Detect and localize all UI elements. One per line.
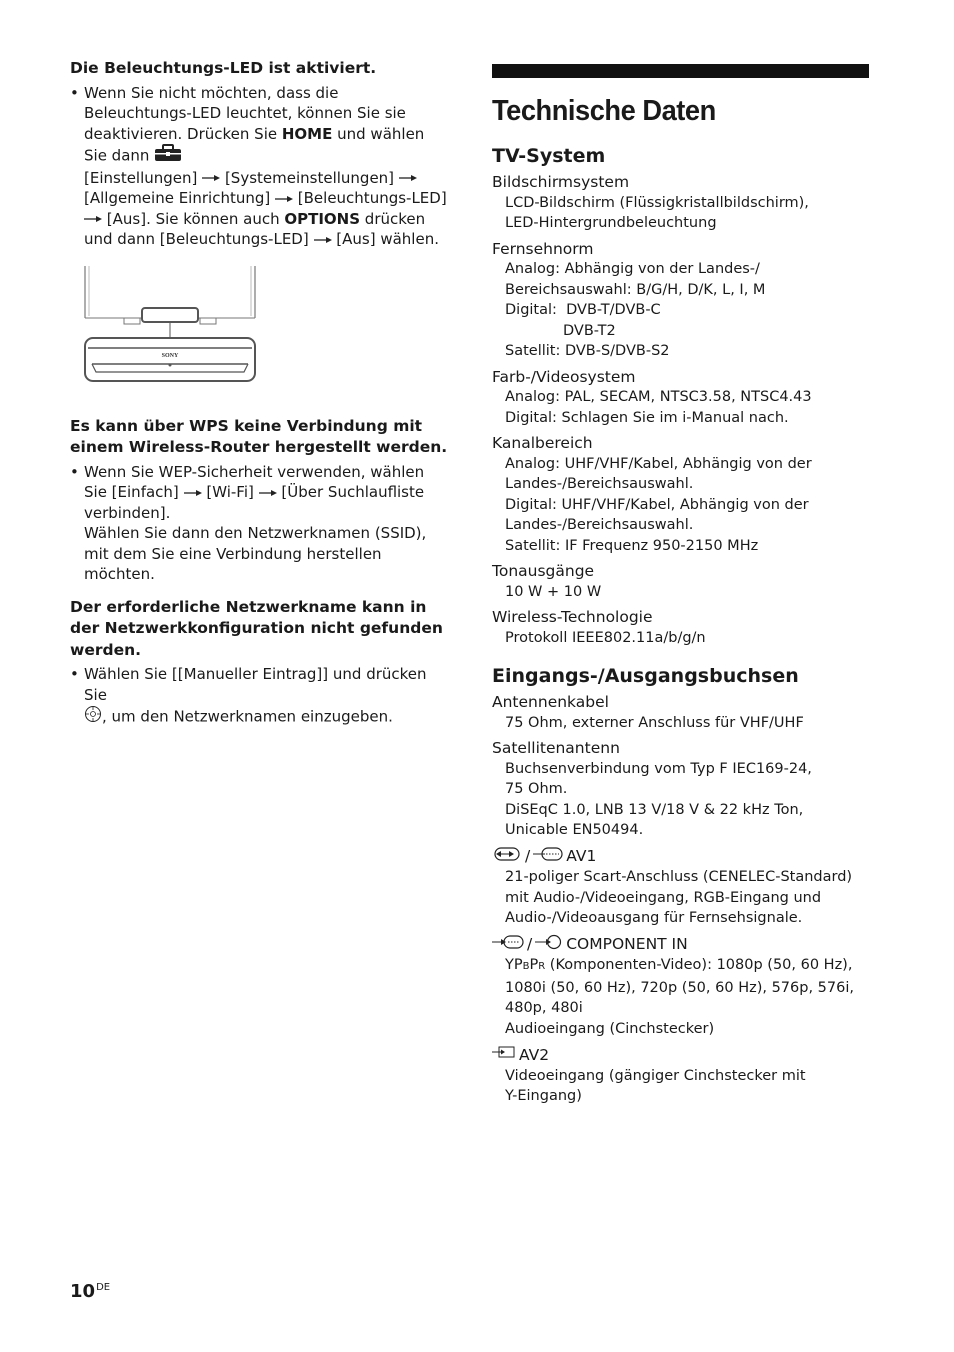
spec-value: Unicable EN50494.: [505, 822, 644, 838]
spec-value: mit Audio-/Videoeingang, RGB-Eingang und: [505, 889, 822, 906]
spec-value: Satellit: DVB-S/DVB-S2: [505, 343, 670, 359]
spec-value: Buchsenverbindung vom Typ F IEC169-24,: [505, 760, 812, 777]
text: drücken und dann [Beleuchtungs-LED]: [84, 209, 426, 248]
text: [Einstellungen]: [84, 168, 198, 187]
component-in-icon: [492, 934, 524, 956]
spec-value: Digital: DVB-T/DVB-C: [505, 302, 661, 318]
spec-value: 21-poliger Scart-Anschluss (CENELEC-Standard): [505, 869, 853, 885]
arrow-right-icon: [259, 489, 277, 497]
spec-label-av1: [492, 846, 870, 868]
text: /: [527, 935, 533, 953]
title-bar: [492, 64, 869, 78]
arrow-right-icon: [84, 215, 102, 223]
arrow-right-icon: [314, 236, 332, 244]
arrow-right-icon: [275, 195, 293, 203]
spec-value: DVB-T2: [563, 322, 616, 339]
spec-label-av2: [492, 1044, 870, 1066]
heading-led-active: Die Beleuchtungs-LED ist aktiviert.: [70, 59, 377, 77]
options-key: OPTIONS: [284, 209, 361, 228]
text: [Wi-Fi]: [206, 483, 254, 501]
spec-value: 10 W + 10 W: [505, 583, 602, 600]
text: [Allgemeine Einrichtung]: [84, 189, 271, 207]
text: , um den Netzwerknamen einzugeben.: [102, 707, 393, 726]
enter-button-icon: [84, 705, 102, 729]
text: Wenn Sie WEP-Sicherheit verwenden, wählen Sie [Einfach]: [84, 462, 425, 501]
spec-value: Protokoll IEEE802.11a/b/g/n: [505, 629, 706, 646]
spec-value: Audio-/Videoausgang für Fernsehsignale.: [505, 910, 803, 926]
heading-tv-system: TV-System: [492, 145, 606, 167]
text: [Beleuchtungs-LED]: [297, 189, 447, 207]
spec-value: Digital: Schlagen Sie im i-Manual nach.: [505, 409, 789, 426]
text: [Systemeinstellungen]: [224, 168, 395, 187]
spec-label: Satellitenantenn: [492, 739, 620, 757]
text: /: [525, 847, 531, 865]
text: (Komponenten-Video): 1080p (50, 60 Hz),: [545, 957, 853, 973]
spec-value: Analog: Abhängig von der Landes-/: [505, 261, 760, 277]
text: COMPONENT IN: [566, 935, 688, 953]
spec-value: Videoeingang (gängiger Cinchstecker mit: [505, 1067, 806, 1084]
bullet-wps: [70, 462, 448, 585]
text: [Aus] wählen.: [336, 230, 439, 248]
spec-value: DiSEqC 1.0, LNB 13 V/18 V & 22 kHz Ton,: [505, 801, 804, 818]
arrow-right-icon: [399, 174, 417, 182]
text: [Aus]. Sie können auch: [106, 209, 285, 228]
spec-label: Kanalbereich: [492, 434, 593, 452]
page-title: Technische Daten: [492, 95, 716, 127]
spec-value: Audioeingang (Cinchstecker): [505, 1020, 715, 1037]
video-in-icon: [492, 1044, 516, 1066]
spec-value: Landes-/Bereichsauswahl.: [505, 517, 694, 533]
spec-value: 75 Ohm.: [505, 781, 568, 797]
home-key: HOME: [281, 124, 333, 143]
audio-in-icon: [535, 934, 563, 956]
spec-value: 75 Ohm, externer Anschluss für VHF/UHF: [505, 714, 804, 731]
text: und wählen Sie dann: [84, 124, 425, 165]
tv-led-illustration: [84, 266, 448, 388]
spec-value: Analog: PAL, SECAM, NTSC3.58, NTSC4.43: [505, 389, 812, 405]
heading-io: Eingangs-/Ausgangsbuchsen: [492, 665, 799, 687]
spec-value: Landes-/Bereichsauswahl.: [505, 476, 694, 492]
text: Wählen Sie dann den Netzwerknamen (SSID), mit dem Sie eine Verbindung herstellen möchten.: [84, 524, 427, 583]
spec-value: Analog: UHF/VHF/Kabel, Abhängig von der: [505, 455, 812, 472]
spec-value: LCD-Bildschirm (Flüssigkristallbildschirm),: [505, 194, 809, 211]
heading-network-name: Der erforderliche Netzwerkname kann in der Netzwerkkonfiguration nicht gefunden werden.: [70, 597, 443, 659]
spec-value: 480p, 480i: [505, 1000, 583, 1016]
heading-wps: Es kann über WPS keine Verbindung mit einem Wireless-Router hergestellt werden.: [70, 416, 448, 456]
spec-label: Wireless-Technologie: [492, 608, 653, 626]
bullet-led: [70, 83, 448, 250]
text: Wenn Sie nicht möchten, dass die Beleuchtungs-LED leuchtet, können Sie sie deaktivieren. Drücken Sie: [84, 83, 406, 143]
text: R: [538, 961, 546, 972]
sony-logo: SONY: [161, 352, 179, 359]
spec-label: Fernsehnorm: [492, 239, 594, 258]
text: [Über Suchlaufliste verbinden].: [84, 483, 425, 522]
page-number: [70, 1281, 110, 1302]
toolbox-icon: [154, 144, 182, 168]
text: P: [529, 957, 539, 973]
arrow-right-icon: [184, 489, 202, 497]
text: B: [522, 961, 530, 972]
spec-value: Y-Eingang): [505, 1088, 582, 1104]
spec-label: Farb-/Videosystem: [492, 367, 636, 386]
bullet-network-name: [70, 664, 448, 729]
scart-inout-icon: [492, 846, 522, 868]
language-code: DE: [96, 1282, 111, 1293]
arrow-right-icon: [202, 174, 220, 182]
spec-value: LED-Hintergrundbeleuchtung: [505, 215, 717, 231]
spec-label-component: [492, 934, 870, 956]
page-number-value: 10: [70, 1281, 96, 1302]
left-column: [70, 58, 448, 729]
text: AV1: [566, 847, 597, 865]
text: Wählen Sie [[Manueller Eintrag]] und drücken Sie: [84, 665, 427, 704]
text: YP: [505, 957, 523, 973]
spec-value: [492, 955, 870, 978]
right-column: [492, 64, 870, 1107]
spec-label: Bildschirmsystem: [492, 173, 630, 191]
spec-value: 1080i (50, 60 Hz), 720p (50, 60 Hz), 576p, 576i,: [505, 979, 854, 996]
spec-label: Antennenkabel: [492, 693, 609, 711]
spec-value: Digital: UHF/VHF/Kabel, Abhängig von der: [505, 496, 809, 513]
text: AV2: [519, 1045, 550, 1064]
spec-label: Tonausgänge: [492, 562, 595, 580]
spec-value: Satellit: IF Frequenz 950-2150 MHz: [505, 537, 759, 554]
spec-value: Bereichsauswahl: B/G/H, D/K, L, I, M: [505, 281, 766, 298]
scart-out-icon: [533, 846, 563, 868]
